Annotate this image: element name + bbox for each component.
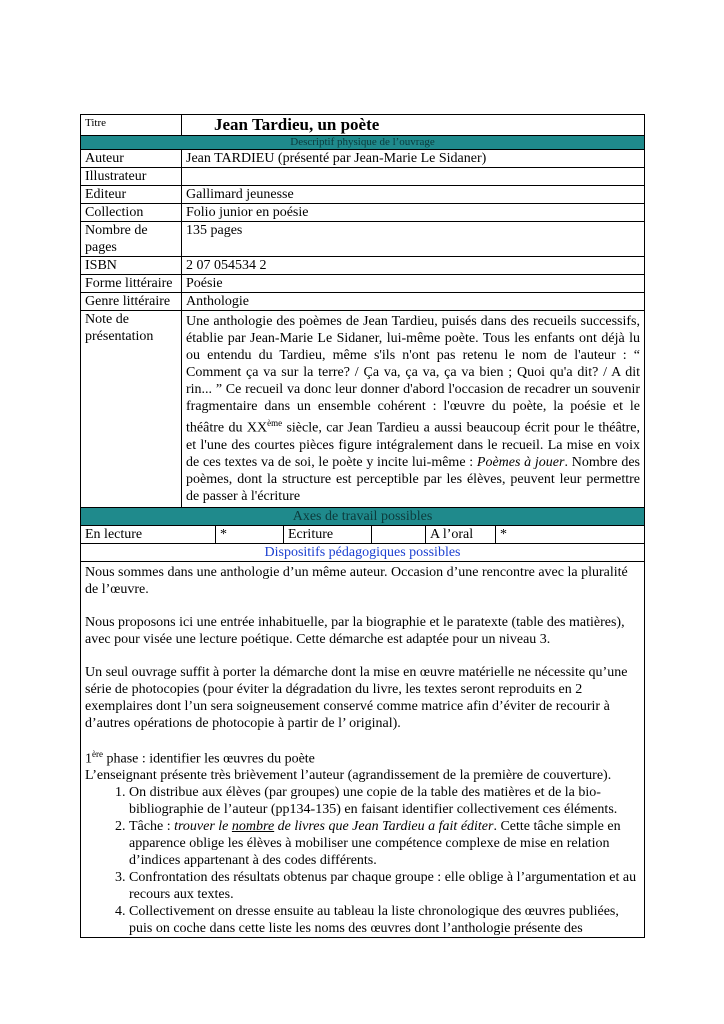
label-forme: Forme littéraire — [81, 275, 182, 293]
dispositifs-paragraph-1: Nous sommes dans une anthologie d’un même auteur. Occasion d’une rencontre avec la pluralité de l’œuvre. — [85, 564, 628, 597]
label-editeur: Editeur — [81, 186, 182, 204]
note-italic: Poèmes à jouer — [476, 454, 565, 470]
step-2-underlined: nombre — [231, 819, 275, 835]
row-editeur — [81, 186, 645, 204]
dispositifs-header-row — [81, 543, 645, 561]
descriptif-header: Descriptif physique de l’ouvrage — [81, 136, 645, 150]
dispositifs-paragraph-2: Nous proposons ici une entrée inhabituelle, par la biographie et le paratexte (table des matières), avec pour visée une lecture poétique. Cette démarche est adaptée pour un niveau 3. — [85, 614, 625, 647]
axe-ecriture-mark — [372, 525, 426, 543]
value-forme: Poésie — [182, 275, 645, 293]
note-text-2: siècle, car Jean Tardieu a aussi beaucoup écrit pour le théâtre, et l'une des courtes pièces figure intégralement dans le recueil. La mise en voix de ces textes va de soi, le poète y incite lui-même : — [186, 420, 640, 470]
label-note: Note de présentation — [81, 311, 182, 508]
step-2-lead: Tâche : — [129, 819, 175, 835]
label-collection: Collection — [81, 204, 182, 222]
value-isbn: 2 07 054534 2 — [182, 257, 645, 275]
title-label: Titre — [81, 115, 182, 136]
row-isbn — [81, 257, 645, 275]
row-genre — [81, 293, 645, 311]
step-1: 1. On distribue aux élèves (par groupes) une copie de la table des matières et de la bio-bibliographie de l’auteur (pp134-135) en faisant identifier collectivement ces éléments. — [129, 784, 640, 818]
phase-sup: ère — [92, 748, 103, 759]
step-4: 4. Collectivement on dresse ensuite au tableau la liste chronologique des œuvres publiées, puis on coche dans cette liste les noms des œuvres dont l’anthologie présente des — [129, 903, 640, 937]
axes-header-row — [81, 507, 645, 525]
row-auteur — [81, 150, 645, 168]
label-isbn: ISBN — [81, 257, 182, 275]
phase-intro: L’enseignant présente très brièvement l’auteur (agrandissement de la première de couverture). — [85, 768, 612, 784]
value-illustrateur — [182, 168, 645, 186]
phase-number: 1 — [85, 751, 92, 767]
dispositifs-body — [81, 561, 645, 938]
label-pages: Nombre de pages — [81, 222, 182, 257]
note-text-1: Une anthologie des poèmes de Jean Tardieu, puisés dans des recueils successifs, établie par Jean-Marie Le Sidaner, lui-même poète. Tous les enfants ont déjà lu ou entendu du Tardieu, même s'ils n'ont pas retenu le nom de l'auteur : “ Comment ça va sur la terre? / Ça va, ça va, ça va bien ; Quoi qu'a dit? / A dit rin... ” Ce recueil va donc leur donner d'abord l'occasion de recadrer un souvenir fragmentaire dans un ensemble cohérent : l'œuvre du poète, la poésie et le théâtre du XX — [186, 314, 640, 436]
label-illustrateur: Illustrateur — [81, 168, 182, 186]
value-auteur: Jean TARDIEU (présenté par Jean-Marie Le Sidaner) — [182, 150, 645, 168]
row-collection — [81, 204, 645, 222]
axe-ecriture-label: Ecriture — [284, 525, 372, 543]
label-auteur: Auteur — [81, 150, 182, 168]
step-2-italic-1: trouver le — [174, 819, 232, 835]
axe-lecture-label: En lecture — [81, 525, 216, 543]
step-2-italic-2: de livres que Jean Tardieu a fait éditer — [274, 819, 494, 835]
fiche-ouvrage — [80, 114, 644, 938]
dispositifs-body-row — [81, 561, 645, 938]
axe-oral-label: A l’oral — [426, 525, 496, 543]
row-note — [81, 311, 645, 508]
value-pages: 135 pages — [182, 222, 645, 257]
axe-oral-mark: * — [496, 525, 645, 543]
axes-row — [81, 525, 645, 543]
axes-header: Axes de travail possibles — [81, 507, 645, 525]
step-2 — [129, 818, 640, 869]
note-presentation — [182, 311, 645, 508]
row-pages — [81, 222, 645, 257]
value-genre: Anthologie — [182, 293, 645, 311]
row-forme — [81, 275, 645, 293]
descriptif-header-row — [81, 136, 645, 150]
descriptif-table — [80, 114, 645, 938]
step-2-rest: . Cette tâche simple en apparence oblige les élèves à mobiliser une compétence complexe de mise en relation d’indices appartenant à des codes différents. — [129, 819, 621, 869]
value-editeur: Gallimard jeunesse — [182, 186, 645, 204]
phase-title: phase : identifier les œuvres du poète — [103, 751, 315, 767]
row-illustrateur — [81, 168, 645, 186]
dispositifs-paragraph-3: Un seul ouvrage suffit à porter la démarche dont la mise en œuvre matérielle ne nécessite qu’une série de photocopies (pour éviter la dégradation du livre, les textes seront reproduits en 2 exemplaires dont l’un sera soigneusement conservé comme matrice afin d’éviter de recourir à d’autres opérations de photocopie à partir de l’ original). — [85, 664, 628, 731]
note-sup: ème — [267, 418, 283, 428]
phase-steps — [85, 784, 640, 937]
dispositifs-header: Dispositifs pédagogiques possibles — [81, 543, 645, 561]
label-genre: Genre littéraire — [81, 293, 182, 311]
axe-lecture-mark: * — [216, 525, 284, 543]
phase-heading — [85, 746, 640, 768]
note-text-3: . Nombre des poèmes, dont la structure est perceptible par les élèves, peuvent leur permettre de passer à l'écriture — [186, 454, 640, 504]
step-3: 3. Confrontation des résultats obtenus par chaque groupe : elle oblige à l’argumentation et au recours aux textes. — [129, 869, 640, 903]
page-title: Jean Tardieu, un poète — [182, 115, 645, 136]
title-row — [81, 115, 645, 136]
value-collection: Folio junior en poésie — [182, 204, 645, 222]
